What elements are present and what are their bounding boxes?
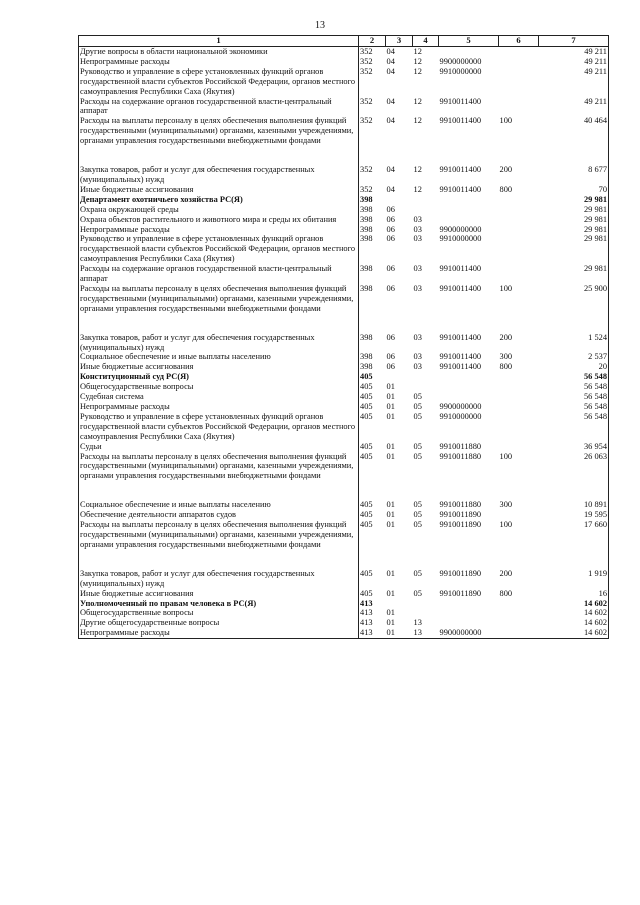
row-subsection-cell: 12 xyxy=(413,47,422,56)
row-subsection-cell: 13 xyxy=(413,618,422,628)
table-row xyxy=(79,333,609,353)
row-gr-cell: 405 xyxy=(360,402,373,411)
table-row xyxy=(79,97,609,117)
row-expense-type-cell: 200 xyxy=(499,165,513,175)
row-amount-cell: 29 981 xyxy=(539,195,609,205)
row-target-cell: 9910011400 xyxy=(439,332,482,342)
table-row xyxy=(79,599,609,609)
row-subsection-cell: 05 xyxy=(413,402,422,411)
row-gr-cell: 413 xyxy=(360,608,373,618)
row-target-cell xyxy=(439,205,499,215)
table-row xyxy=(79,628,609,638)
row-section-cell: 01 xyxy=(386,568,395,578)
row-expense-type-cell xyxy=(499,205,539,215)
row-target-cell: 9910011880 xyxy=(439,500,482,510)
row-expense-type-cell xyxy=(499,608,539,618)
header-col-2: 2 xyxy=(359,36,386,47)
row-subsection-cell: 05 xyxy=(413,568,422,578)
row-subsection-cell: 03 xyxy=(413,283,422,293)
row-subsection-cell: 05 xyxy=(413,588,422,598)
row-expense-type-cell xyxy=(499,510,539,520)
row-gr-cell: 405 xyxy=(360,520,373,530)
row-subsection-cell: 12 xyxy=(413,96,422,106)
row-gr-cell: 398 xyxy=(360,204,373,214)
row-section-cell: 01 xyxy=(386,618,395,628)
row-target-cell: 9910011890 xyxy=(439,588,482,598)
row-target-cell: 9910011400 xyxy=(439,352,482,362)
row-gr-cell: 398 xyxy=(360,234,373,244)
row-amount-cell: 14 602 xyxy=(539,628,609,638)
table-row xyxy=(79,205,609,215)
row-amount-cell: 2 537 xyxy=(539,352,609,362)
row-name-cell: Департамент охотничьего хозяйства РС(Я) xyxy=(79,195,359,205)
row-section-cell: 04 xyxy=(386,66,395,76)
row-name-cell: Иные бюджетные ассигнования xyxy=(79,185,359,195)
table-row xyxy=(79,67,609,97)
row-subsection-cell xyxy=(413,382,439,392)
table-row xyxy=(79,195,609,205)
row-section-cell: 01 xyxy=(386,402,395,411)
row-target-cell xyxy=(439,599,499,609)
table-row xyxy=(79,215,609,225)
row-gr-cell: 398 xyxy=(360,214,373,224)
row-amount-cell: 8 677 xyxy=(539,165,609,185)
row-gr-cell: 352 xyxy=(360,165,373,175)
page-number: 13 xyxy=(315,20,325,31)
row-subsection-cell: 12 xyxy=(413,66,422,76)
row-name-cell: Непрограммные расходы xyxy=(79,628,359,638)
row-gr-cell: 405 xyxy=(360,500,373,510)
table-row xyxy=(79,362,609,372)
row-target-cell xyxy=(439,392,499,402)
row-expense-type-cell xyxy=(499,234,539,264)
row-expense-type-cell: 300 xyxy=(499,500,513,510)
row-amount-cell: 10 891 xyxy=(539,500,609,510)
row-subsection-cell: 03 xyxy=(413,362,422,372)
table-row xyxy=(79,234,609,264)
row-amount-cell: 49 211 xyxy=(539,57,609,67)
row-name-cell: Закупка товаров, работ и услуг для обеспечения государственных (муниципальных) нужд xyxy=(79,569,359,589)
row-expense-type-cell xyxy=(499,264,539,284)
row-section-cell xyxy=(386,195,413,205)
row-subsection-cell xyxy=(413,608,439,618)
row-amount-cell: 56 548 xyxy=(539,412,609,442)
row-subsection-cell xyxy=(413,205,439,215)
row-subsection-cell: 05 xyxy=(413,441,422,451)
row-target-cell: 9910011400 xyxy=(439,264,482,274)
row-target-cell: 9910011890 xyxy=(439,510,482,520)
row-target-cell: 9900000000 xyxy=(439,56,482,66)
row-gr-cell: 398 xyxy=(360,264,373,274)
row-target-cell: 9910011880 xyxy=(439,451,482,461)
row-name-cell: Непрограммные расходы xyxy=(79,57,359,67)
header-col-1: 1 xyxy=(79,36,359,47)
row-gr-cell: 352 xyxy=(360,66,373,76)
row-expense-type-cell: 100 xyxy=(499,451,513,461)
row-gr-cell: 413 xyxy=(359,628,386,638)
row-amount-cell: 14 602 xyxy=(539,608,609,618)
table-row xyxy=(79,392,609,402)
row-section-cell: 06 xyxy=(386,234,395,244)
row-expense-type-cell xyxy=(499,215,539,225)
row-name-cell: Охрана окружающей среды xyxy=(79,205,359,215)
table-row xyxy=(79,608,609,618)
table-row xyxy=(79,442,609,452)
row-expense-type-cell xyxy=(499,372,539,382)
row-gr-cell: 352 xyxy=(360,96,373,106)
row-target-cell: 9910000000 xyxy=(439,66,482,76)
row-name-cell: Другие общегосударственные вопросы xyxy=(79,618,359,628)
row-amount-cell: 56 548 xyxy=(539,372,609,382)
header-col-7: 7 xyxy=(539,36,609,47)
row-name-cell: Руководство и управление в сфере установленных функций органов государственной власти субъектов Российской Федерации, органов местного самоуправления Республики Саха (Якутия) xyxy=(79,67,359,97)
row-section-cell: 06 xyxy=(386,224,395,234)
table-row xyxy=(79,510,609,520)
table-row xyxy=(79,618,609,628)
table-row xyxy=(79,284,609,333)
row-expense-type-cell xyxy=(499,618,539,628)
row-amount-cell: 56 548 xyxy=(539,392,609,402)
table-row xyxy=(79,382,609,392)
row-target-cell xyxy=(439,372,499,382)
row-target-cell: 9910011880 xyxy=(439,441,482,451)
row-expense-type-cell: 100 xyxy=(499,283,513,293)
row-subsection-cell: 05 xyxy=(413,392,422,402)
table-row xyxy=(79,225,609,235)
row-subsection-cell: 05 xyxy=(413,520,422,530)
row-gr-cell: 398 xyxy=(360,224,373,234)
row-subsection-cell: 05 xyxy=(413,411,422,421)
row-subsection-cell: 12 xyxy=(413,116,422,126)
row-amount-cell: 29 981 xyxy=(539,234,609,264)
row-gr-cell: 398 xyxy=(360,352,373,362)
row-target-cell xyxy=(439,382,499,392)
table-row xyxy=(79,520,609,569)
row-subsection-cell: 05 xyxy=(413,500,422,510)
row-name-cell: Расходы на содержание органов государственной власти-центральный аппарат xyxy=(79,264,359,284)
row-subsection-cell: 03 xyxy=(413,234,422,244)
row-gr-cell: 352 xyxy=(360,184,373,194)
row-gr-cell: 405 xyxy=(360,372,373,382)
row-name-cell: Общегосударственные вопросы xyxy=(79,382,359,392)
table-row xyxy=(79,165,609,185)
row-amount-cell: 49 211 xyxy=(539,47,609,57)
row-amount-cell: 49 211 xyxy=(539,97,609,117)
row-expense-type-cell: 200 xyxy=(499,332,513,342)
row-section-cell xyxy=(386,372,413,382)
row-section-cell: 06 xyxy=(386,362,395,372)
row-gr-cell: 413 xyxy=(360,598,373,608)
row-section-cell: 01 xyxy=(386,382,395,392)
row-target-cell: 9910011890 xyxy=(439,568,482,578)
row-amount-cell: 70 xyxy=(539,185,609,195)
table-row xyxy=(79,412,609,442)
row-name-cell: Расходы на выплаты персоналу в целях обеспечения выполнения функций государственными (муниципальными) органами, казенными учреждениями, органами управления государственными внебюджетными фондами xyxy=(79,284,359,333)
row-amount-cell: 26 063 xyxy=(539,452,609,501)
row-section-cell: 01 xyxy=(386,520,395,530)
table-row xyxy=(79,452,609,501)
row-expense-type-cell xyxy=(499,97,539,117)
row-gr-cell: 405 xyxy=(360,510,373,520)
row-name-cell: Обеспечение деятельности аппаратов судов xyxy=(79,510,359,520)
row-section-cell: 01 xyxy=(386,628,413,638)
row-target-cell: 9910011400 xyxy=(439,283,482,293)
row-target-cell: 9900000000 xyxy=(439,224,482,234)
row-gr-cell: 405 xyxy=(360,441,373,451)
row-expense-type-cell: 100 xyxy=(499,116,513,126)
row-gr-cell: 352 xyxy=(360,116,373,126)
row-gr-cell: 405 xyxy=(360,588,373,598)
row-name-cell: Непрограммные расходы xyxy=(79,225,359,235)
row-target-cell: 9900000000 xyxy=(439,628,499,638)
row-subsection-cell: 13 xyxy=(413,628,439,638)
table-row xyxy=(79,47,609,57)
table-header-row xyxy=(79,36,609,47)
row-expense-type-cell: 200 xyxy=(499,568,513,578)
row-section-cell: 04 xyxy=(386,47,395,56)
row-gr-cell: 405 xyxy=(360,451,373,461)
row-expense-type-cell xyxy=(499,67,539,97)
row-amount-cell: 40 464 xyxy=(539,116,609,165)
row-section-cell: 06 xyxy=(386,283,395,293)
row-gr-cell: 405 xyxy=(360,392,373,402)
row-name-cell: Общегосударственные вопросы xyxy=(79,608,359,618)
row-name-cell: Руководство и управление в сфере установленных функций органов государственной власти субъектов Российской Федерации, органов местного самоуправления Республики Саха (Якутия) xyxy=(79,412,359,442)
table-row xyxy=(79,352,609,362)
row-subsection-cell: 03 xyxy=(413,224,422,234)
row-amount-cell: 1 919 xyxy=(539,569,609,589)
row-section-cell: 01 xyxy=(386,451,395,461)
row-amount-cell: 49 211 xyxy=(539,67,609,97)
row-section-cell: 04 xyxy=(386,56,395,66)
row-amount-cell: 20 xyxy=(539,362,609,372)
row-section-cell: 06 xyxy=(386,214,395,224)
row-amount-cell: 17 660 xyxy=(539,520,609,569)
row-section-cell: 04 xyxy=(386,116,395,126)
row-section-cell: 01 xyxy=(386,588,395,598)
row-expense-type-cell xyxy=(499,47,539,57)
row-target-cell: 9910011400 xyxy=(439,184,482,194)
row-expense-type-cell xyxy=(499,382,539,392)
row-target-cell xyxy=(439,215,499,225)
row-gr-cell: 398 xyxy=(360,362,373,372)
row-amount-cell: 36 954 xyxy=(539,442,609,452)
row-gr-cell: 405 xyxy=(360,568,373,578)
row-section-cell: 01 xyxy=(386,608,395,618)
row-expense-type-cell xyxy=(499,402,539,412)
row-expense-type-cell xyxy=(499,392,539,402)
row-name-cell: Другие вопросы в области национальной экономики xyxy=(79,47,359,57)
budget-table xyxy=(78,35,609,639)
header-col-6: 6 xyxy=(499,36,539,47)
row-name-cell: Охрана объектов растительного и животного мира и среды их обитания xyxy=(79,215,359,225)
row-target-cell xyxy=(439,47,499,57)
row-expense-type-cell xyxy=(499,57,539,67)
row-expense-type-cell: 800 xyxy=(499,184,513,194)
row-subsection-cell xyxy=(413,372,439,382)
row-name-cell: Расходы на выплаты персоналу в целях обеспечения выполнения функций государственными (муниципальными) органами, казенными учреждениями, органами управления государственными внебюджетными фондами xyxy=(79,520,359,569)
row-name-cell: Закупка товаров, работ и услуг для обеспечения государственных (муниципальных) нужд xyxy=(79,165,359,185)
row-name-cell: Иные бюджетные ассигнования xyxy=(79,362,359,372)
row-subsection-cell: 03 xyxy=(413,214,422,224)
row-amount-cell: 14 602 xyxy=(539,618,609,628)
row-target-cell: 9910000000 xyxy=(439,234,482,244)
header-col-3: 3 xyxy=(386,36,413,47)
row-target-cell: 9910011400 xyxy=(439,96,482,106)
row-subsection-cell: 05 xyxy=(413,451,422,461)
row-expense-type-cell xyxy=(499,442,539,452)
row-subsection-cell: 12 xyxy=(413,56,422,66)
row-gr-cell: 405 xyxy=(360,382,373,392)
row-name-cell: Расходы на выплаты персоналу в целях обеспечения выполнения функций государственными (муниципальными) органами, казенными учреждениями, органами управления государственными внебюджетными фондами xyxy=(79,116,359,165)
row-expense-type-cell: 800 xyxy=(499,362,513,372)
row-expense-type-cell: 100 xyxy=(499,520,513,530)
row-gr-cell: 405 xyxy=(360,411,373,421)
row-amount-cell: 29 981 xyxy=(539,264,609,284)
row-section-cell: 06 xyxy=(386,204,395,214)
row-name-cell: Социальное обеспечение и иные выплаты населению xyxy=(79,500,359,510)
row-subsection-cell: 12 xyxy=(413,184,422,194)
row-expense-type-cell xyxy=(499,195,539,205)
row-target-cell xyxy=(439,195,499,205)
row-name-cell: Расходы на содержание органов государственной власти-центральный аппарат xyxy=(79,97,359,117)
row-expense-type-cell: 800 xyxy=(499,588,513,598)
row-target-cell: 9910000000 xyxy=(439,411,482,421)
row-target-cell xyxy=(439,618,499,628)
row-section-cell: 01 xyxy=(386,510,395,520)
row-section-cell: 01 xyxy=(386,500,395,510)
row-target-cell xyxy=(439,608,499,618)
row-amount-cell: 16 xyxy=(539,589,609,599)
table-row xyxy=(79,589,609,599)
table-row xyxy=(79,116,609,165)
row-name-cell: Конституционный суд РС(Я) xyxy=(79,372,359,382)
row-name-cell: Уполномоченный по правам человека в РС(Я) xyxy=(79,599,359,609)
row-gr-cell: 413 xyxy=(360,618,373,628)
table-row xyxy=(79,185,609,195)
row-name-cell: Иные бюджетные ассигнования xyxy=(79,589,359,599)
row-section-cell: 06 xyxy=(386,332,395,342)
table-body xyxy=(79,47,609,639)
row-amount-cell: 19 595 xyxy=(539,510,609,520)
row-expense-type-cell xyxy=(499,225,539,235)
table-row xyxy=(79,372,609,382)
table-row xyxy=(79,500,609,510)
header-col-5: 5 xyxy=(439,36,499,47)
row-amount-cell: 56 548 xyxy=(539,402,609,412)
table-row xyxy=(79,264,609,284)
table-row xyxy=(79,57,609,67)
row-amount-cell: 56 548 xyxy=(539,382,609,392)
row-expense-type-cell xyxy=(499,628,539,638)
row-section-cell: 04 xyxy=(386,165,395,175)
row-target-cell: 9910011400 xyxy=(439,362,482,372)
row-gr-cell: 398 xyxy=(360,283,373,293)
row-expense-type-cell: 300 xyxy=(499,352,513,362)
row-expense-type-cell xyxy=(499,412,539,442)
table-row xyxy=(79,402,609,412)
row-name-cell: Судьи xyxy=(79,442,359,452)
row-section-cell: 04 xyxy=(386,96,395,106)
row-name-cell: Руководство и управление в сфере установленных функций органов государственной власти субъектов Российской Федерации, органов местного самоуправления Республики Саха (Якутия) xyxy=(79,234,359,264)
row-section-cell xyxy=(386,599,413,609)
row-amount-cell: 29 981 xyxy=(539,225,609,235)
row-amount-cell: 29 981 xyxy=(539,205,609,215)
row-gr-cell: 352 xyxy=(360,56,373,66)
row-amount-cell: 14 602 xyxy=(539,599,609,609)
row-target-cell: 9910011400 xyxy=(439,116,482,126)
row-amount-cell: 29 981 xyxy=(539,215,609,225)
row-section-cell: 01 xyxy=(386,411,395,421)
row-subsection-cell: 03 xyxy=(413,332,422,342)
table-row xyxy=(79,569,609,589)
row-subsection-cell: 03 xyxy=(413,264,422,274)
row-subsection-cell: 12 xyxy=(413,165,422,175)
row-name-cell: Расходы на выплаты персоналу в целях обеспечения выполнения функций государственными (муниципальными) органами, казенными учреждениями, органами управления государственными внебюджетными фондами xyxy=(79,452,359,501)
row-target-cell: 9900000000 xyxy=(439,402,482,411)
row-amount-cell: 25 900 xyxy=(539,284,609,333)
row-name-cell: Непрограммные расходы xyxy=(79,402,359,412)
header-col-4: 4 xyxy=(413,36,439,47)
row-subsection-cell xyxy=(413,599,439,609)
row-name-cell: Социальное обеспечение и иные выплаты населению xyxy=(79,352,359,362)
row-section-cell: 06 xyxy=(386,352,395,362)
row-name-cell: Закупка товаров, работ и услуг для обеспечения государственных (муниципальных) нужд xyxy=(79,333,359,353)
row-gr-cell: 352 xyxy=(360,47,373,56)
row-target-cell: 9910011400 xyxy=(439,165,482,175)
row-section-cell: 01 xyxy=(386,441,395,451)
row-target-cell: 9910011890 xyxy=(439,520,482,530)
row-subsection-cell: 03 xyxy=(413,352,422,362)
row-gr-cell: 398 xyxy=(360,332,373,342)
row-subsection-cell: 05 xyxy=(413,510,422,520)
row-subsection-cell xyxy=(413,195,439,205)
row-amount-cell: 1 524 xyxy=(539,333,609,353)
row-section-cell: 04 xyxy=(386,184,395,194)
row-expense-type-cell xyxy=(499,599,539,609)
row-section-cell: 01 xyxy=(386,392,395,402)
row-name-cell: Судебная система xyxy=(79,392,359,402)
row-gr-cell: 398 xyxy=(360,194,373,204)
row-section-cell: 06 xyxy=(386,264,395,274)
